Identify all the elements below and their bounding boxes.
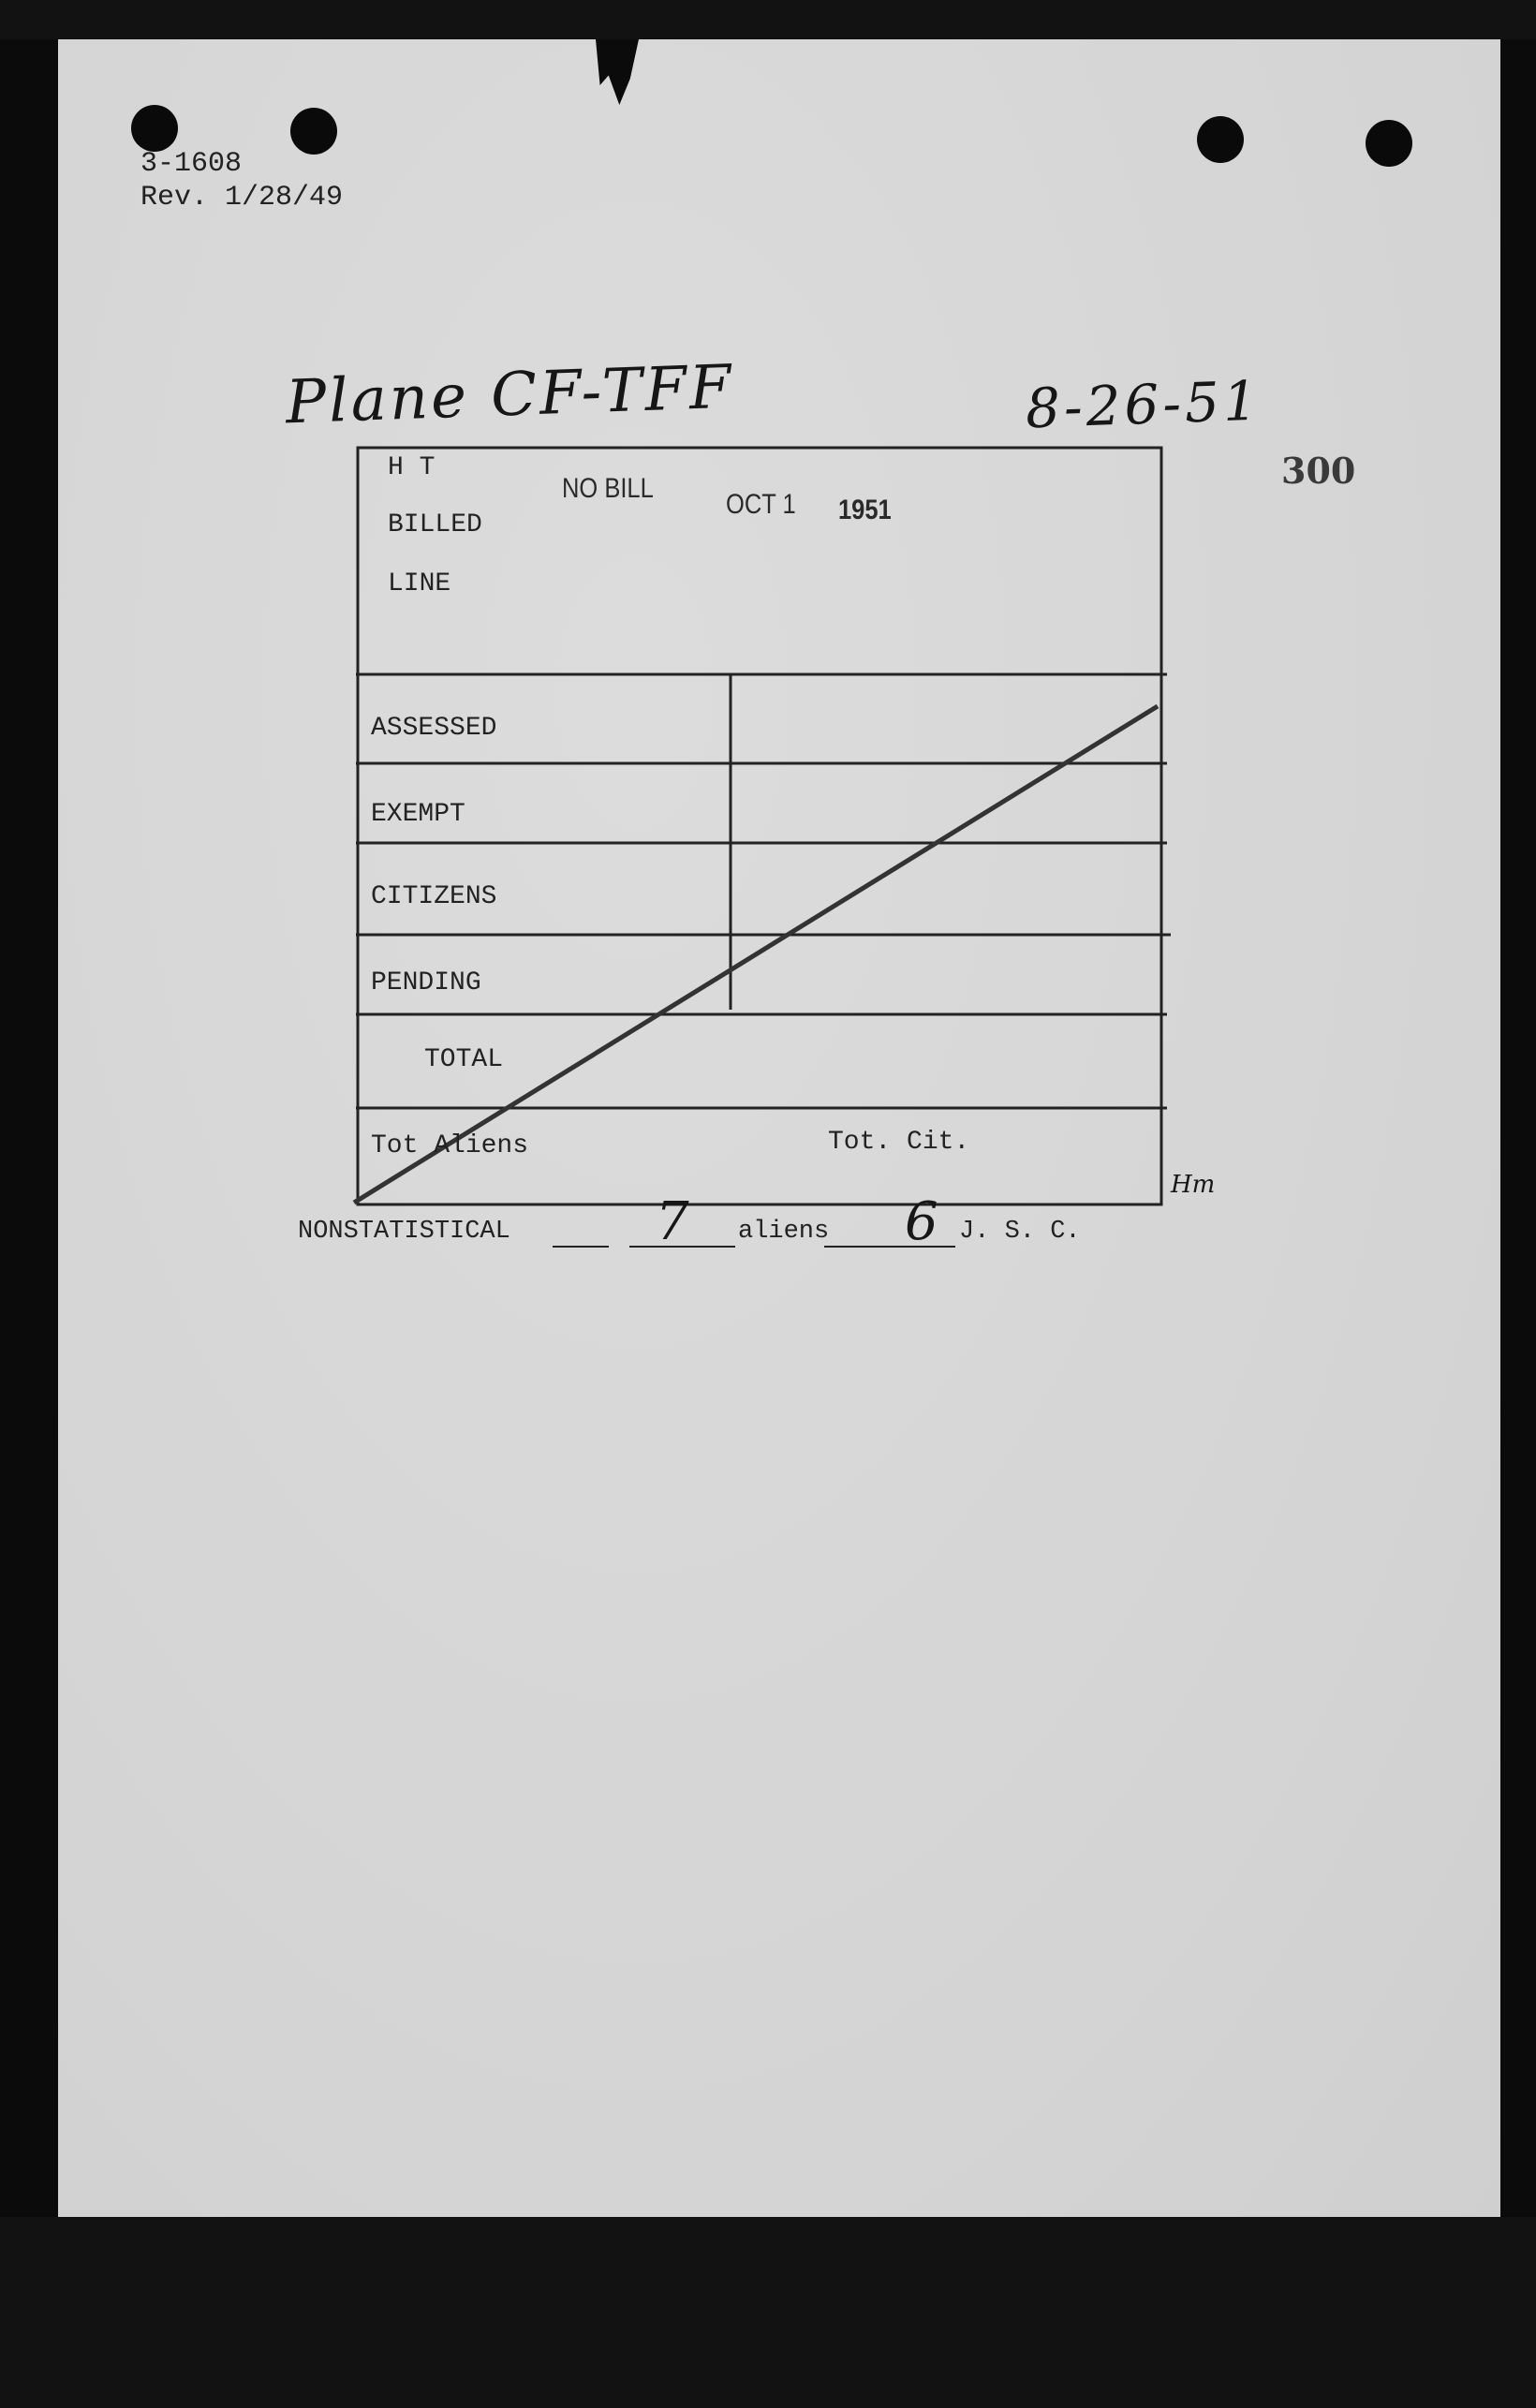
date-stamp-month-day: OCT 1 xyxy=(726,489,796,520)
diagonal-cancel-line xyxy=(354,706,1158,1203)
no-bill-stamp: NO BILL xyxy=(562,473,654,504)
header-billed: BILLED xyxy=(388,510,482,539)
jsc-label: J. S. C. xyxy=(959,1218,1081,1246)
row-label-exempt: EXEMPT xyxy=(371,800,465,829)
row-label-citizens: CITIZENS xyxy=(371,882,497,911)
header-line: LINE xyxy=(388,569,451,598)
label-tot-aliens: Tot Aliens xyxy=(371,1131,529,1160)
handwritten-initials: Hm xyxy=(1171,1171,1216,1199)
header-ht: H T xyxy=(388,453,436,482)
form-revision: Rev. 1/28/49 xyxy=(140,182,344,214)
row-label-pending: PENDING xyxy=(371,968,481,997)
handwritten-date: 8-26-51 xyxy=(1024,368,1263,441)
nonstatistical-label: NONSTATISTICAL xyxy=(298,1218,510,1246)
form-number: 3-1608 xyxy=(140,148,243,180)
date-stamp-year: 1951 xyxy=(838,495,892,525)
row-label-total: TOTAL xyxy=(424,1045,504,1074)
row-label-assessed: ASSESSED xyxy=(371,714,497,743)
handwritten-aliens-count: 7 xyxy=(656,1191,689,1252)
label-tot-cit: Tot. Cit. xyxy=(828,1128,970,1157)
page-number-stamp: 300 xyxy=(1281,450,1356,492)
handwritten-jsc-count: 6 xyxy=(905,1191,938,1252)
handwritten-plane-id: Plane CF-TFF xyxy=(284,352,735,438)
aliens-label: aliens xyxy=(738,1218,830,1246)
